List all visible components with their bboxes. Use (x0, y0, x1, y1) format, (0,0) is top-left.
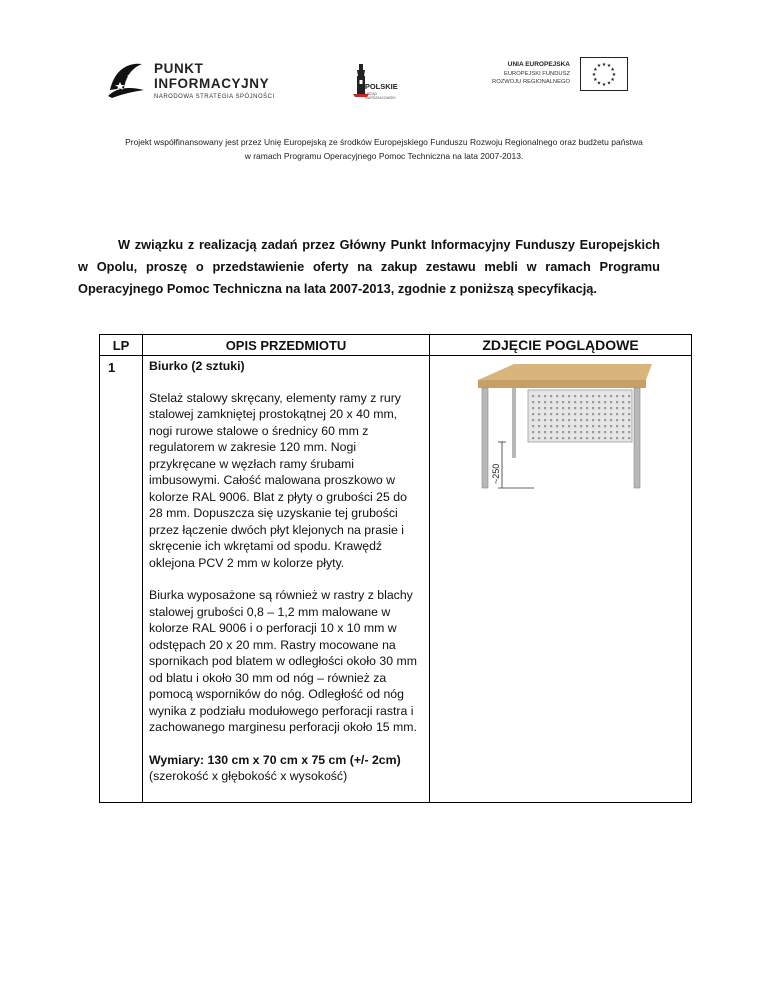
perforation-hole (622, 395, 624, 397)
perforation-hole (544, 401, 546, 403)
punkt-informacyjny-logo (104, 56, 294, 106)
header-lp: LP (100, 335, 143, 356)
perforation-hole (574, 395, 576, 397)
logo-punkt-line2: INFORMACYJNY (154, 76, 270, 91)
perforation-hole (562, 413, 564, 415)
perforation-hole (580, 413, 582, 415)
perforation-hole (556, 419, 558, 421)
perforation-hole (586, 431, 588, 433)
eu-star-icon: ★ (610, 76, 615, 83)
header-image: ZDJĘCIE POGLĄDOWE (430, 335, 692, 356)
item-title: Biurko (2 sztuki) (149, 359, 245, 373)
header-description: OPIS PRZEDMIOTU (143, 335, 430, 356)
perforation-hole (574, 437, 576, 439)
logo-punkt-line3: NARODOWA STRATEGIA SPÓJNOŚCI (154, 94, 275, 100)
perforation-hole (568, 431, 570, 433)
eu-star-icon: ★ (591, 71, 597, 78)
perforation-hole (538, 395, 540, 397)
perforation-hole (604, 437, 606, 439)
perforation-hole (580, 395, 582, 397)
perforation-hole (622, 437, 624, 439)
perforation-hole (598, 395, 600, 397)
perforation-hole (544, 425, 546, 427)
perforation-hole (550, 419, 552, 421)
perforation-hole (544, 395, 546, 397)
perforation-hole (538, 407, 540, 409)
perforation-hole (568, 395, 570, 397)
perforation-hole (580, 407, 582, 409)
perforation-hole (592, 431, 594, 433)
eu-star-icon: ★ (593, 66, 598, 73)
perforation-hole (538, 413, 540, 415)
desk-leg-front-right (634, 388, 640, 488)
perforation-hole (568, 413, 570, 415)
perforation-hole (604, 431, 606, 433)
perforation-hole (622, 413, 624, 415)
perforation-hole (616, 431, 618, 433)
perforation-hole (532, 395, 534, 397)
perforation-hole (598, 425, 600, 427)
perforation-hole (622, 425, 624, 427)
perforation-hole (532, 419, 534, 421)
perforation-hole (628, 407, 630, 409)
perforation-hole (544, 437, 546, 439)
desk-illustration (474, 362, 654, 492)
perforation-hole (556, 395, 558, 397)
perforation-hole (628, 401, 630, 403)
perforation-hole (616, 425, 618, 427)
perforation-hole (544, 419, 546, 421)
funding-note (60, 135, 708, 163)
perforation-hole (610, 431, 612, 433)
opolskie-logo (343, 62, 403, 102)
item-dimensions: Wymiary: 130 cm x 70 cm x 75 cm (+/- 2cm) (149, 752, 401, 767)
perforation-hole (616, 407, 618, 409)
perforation-hole (574, 425, 576, 427)
perforation-hole (598, 401, 600, 403)
perforation-hole (574, 431, 576, 433)
perforation-hole (616, 395, 618, 397)
eu-star-icon: ★ (606, 63, 612, 70)
perforation-hole (604, 395, 606, 397)
perforation-hole (628, 413, 630, 415)
perforation-hole (568, 425, 570, 427)
perforation-hole (616, 437, 618, 439)
perforation-hole (550, 431, 552, 433)
perforation-hole (592, 419, 594, 421)
desk-top-edge (478, 380, 646, 388)
eu-star-icon: ★ (606, 80, 612, 87)
perforation-hole (532, 413, 534, 415)
perforation-hole (592, 437, 594, 439)
perforation-hole (532, 401, 534, 403)
perforation-hole (538, 437, 540, 439)
perforation-hole (586, 395, 588, 397)
perforation-hole (592, 407, 594, 409)
perforation-hole (628, 437, 630, 439)
perforation-hole (586, 419, 588, 421)
perforation-hole (622, 419, 624, 421)
perforation-hole (580, 419, 582, 421)
perforation-hole (580, 425, 582, 427)
perforation-hole (610, 419, 612, 421)
perforation-hole (562, 431, 564, 433)
perforation-hole (610, 425, 612, 427)
perforation-hole (568, 407, 570, 409)
perforation-hole (628, 431, 630, 433)
desk-modesty-panel (528, 390, 632, 442)
perforation-hole (598, 437, 600, 439)
eu-star-icon: ★ (611, 71, 617, 78)
perforation-hole (610, 407, 612, 409)
perforation-hole (628, 425, 630, 427)
perforation-hole (586, 425, 588, 427)
perforation-hole (544, 413, 546, 415)
perforation-hole (628, 395, 630, 397)
perforation-hole (556, 437, 558, 439)
perforation-hole (610, 395, 612, 397)
perforation-hole (556, 425, 558, 427)
perforation-hole (598, 407, 600, 409)
logo-ue-line1: UNIA EUROPEJSKA (507, 61, 570, 68)
perforation-hole (562, 407, 564, 409)
perforation-hole (610, 437, 612, 439)
perforation-hole (622, 431, 624, 433)
perforation-hole (568, 419, 570, 421)
perforation-hole (604, 407, 606, 409)
perforation-hole (574, 419, 576, 421)
perforation-hole (616, 401, 618, 403)
perforation-hole (532, 431, 534, 433)
perforation-hole (550, 437, 552, 439)
row-image-cell (430, 356, 692, 803)
perforation-hole (544, 431, 546, 433)
perforation-hole (598, 413, 600, 415)
logo-ue-line3: ROZWOJU REGIONALNEGO (492, 79, 570, 85)
eu-star-icon: ★ (596, 80, 602, 87)
perforation-hole (532, 437, 534, 439)
perforation-hole (592, 425, 594, 427)
perforation-hole (622, 407, 624, 409)
table-row (100, 356, 692, 803)
eu-star-icon: ★ (596, 63, 602, 70)
perforation-hole (592, 395, 594, 397)
logo-opolskie-sub: URZĄD MARSZAŁKOWSKI (365, 92, 396, 100)
dimension-label: ~250 (491, 463, 501, 484)
perforation-hole (568, 401, 570, 403)
perforation-hole (604, 401, 606, 403)
logo-opolskie-name: OPOLSKIE (359, 82, 398, 91)
perforation-hole (628, 419, 630, 421)
perforation-hole (574, 401, 576, 403)
eu-star-icon: ★ (601, 61, 607, 68)
perforation-hole (532, 425, 534, 427)
perforation-hole (532, 407, 534, 409)
punkt-informacyjny-emblem-icon (104, 56, 148, 100)
perforation-hole (562, 395, 564, 397)
perforation-hole (550, 425, 552, 427)
perforation-hole (556, 407, 558, 409)
perforation-hole (586, 407, 588, 409)
funding-note-line1: Projekt współfinansowany jest przez Unię Europejską ze środków Europejskiego Funduszu Rozwoju Regionalnego oraz budżetu państwa (125, 137, 643, 147)
item-dimensions-note: (szerokość x głębokość x wysokość) (149, 769, 348, 783)
perforation-hole (562, 425, 564, 427)
perforation-hole (556, 401, 558, 403)
perforation-hole (568, 437, 570, 439)
specification-table (99, 334, 692, 803)
perforation-hole (610, 413, 612, 415)
perforation-hole (556, 413, 558, 415)
perforation-hole (580, 431, 582, 433)
perforation-hole (562, 437, 564, 439)
logo-ue-line2: EUROPEJSKI FUNDUSZ (503, 71, 570, 77)
eu-logo (478, 57, 628, 91)
eu-star-icon: ★ (593, 76, 598, 83)
perforation-hole (598, 419, 600, 421)
perforation-hole (580, 437, 582, 439)
perforation-hole (610, 401, 612, 403)
logo-punkt-line1: PUNKT (154, 61, 204, 76)
perforation-hole (592, 401, 594, 403)
perforation-hole (580, 401, 582, 403)
perforation-hole (538, 425, 540, 427)
perforation-hole (598, 431, 600, 433)
perforation-hole (538, 431, 540, 433)
perforation-hole (586, 413, 588, 415)
perforation-hole (586, 437, 588, 439)
perforation-hole (538, 401, 540, 403)
perforation-hole (622, 401, 624, 403)
item-paragraph-2: Biurka wyposażone są również w rastry z blachy stalowej grubości 0,8 – 1,2 mm malowane w kolorze RAL 9006 i o perforacji 10 x 10 mm w odstępach 20 x 20 mm. Rastry mocowane na spornikach pod blatem w odległości około 30 mm od blatu i około 30 mm od nóg – również za pomocą wsporników do nóg. Odległość od nóg wynika z podziału modułowego perforacji rastra i zachowanego marginesu perforacji około 15 mm. (149, 588, 417, 734)
item-paragraph-1: Stelaż stalowy skręcany, elementy ramy z rury stalowej zamkniętej prostokątnej 20 x 40 mm, nogi rurowe stalowe o średnicy 60 mm z regulatorem w zakresie 120 mm. Nogi przykręcane w węzłach ramy śrubami imbusowymi. Całość malowana proszkowo w kolorze RAL 9006. Blat z płyty o grubości 25 do 28 mm. Dopuszcza się uzyskanie tej grubości przez łączenie dwóch płyt klejonych na prasie i skręcenie ich wkrętami od spodu. Krawędź oklejona PCV 2 mm w kolorze płyty. (149, 390, 407, 570)
perforation-hole (544, 407, 546, 409)
desk-top-surface (478, 364, 652, 380)
intro-paragraph: W związku z realizacją zadań przez Główny Punkt Informacyjny Funduszy Europejskich w Opolu, proszę o przedstawienie oferty na zakup zestawu mebli w ramach Programu Operacyjnego Pomoc Techniczna na lata 2007-2013, zgodnie z poniższą specyfikacją. (78, 237, 660, 296)
row-description (143, 356, 430, 803)
desk-leg-front-left (482, 388, 488, 488)
perforation-hole (574, 407, 576, 409)
perforation-hole (538, 419, 540, 421)
perforation-hole (550, 413, 552, 415)
perforation-hole (556, 431, 558, 433)
perforation-hole (574, 413, 576, 415)
perforation-hole (550, 395, 552, 397)
perforation-hole (550, 407, 552, 409)
perforation-hole (604, 413, 606, 415)
row-lp: 1 (100, 356, 143, 803)
funding-note-line2: w ramach Programu Operacyjnego Pomoc Techniczna na lata 2007-2013. (244, 151, 524, 161)
perforation-hole (616, 419, 618, 421)
item-dimensions-block (149, 752, 423, 785)
table-header-row (100, 335, 692, 356)
perforation-hole (604, 419, 606, 421)
perforation-hole (616, 413, 618, 415)
eu-star-icon: ★ (601, 81, 607, 88)
perforation-hole (550, 401, 552, 403)
perforation-hole (586, 401, 588, 403)
perforation-hole (604, 425, 606, 427)
desk-leg-back-left (512, 388, 516, 458)
perforation-hole (592, 413, 594, 415)
eu-star-icon: ★ (610, 66, 615, 73)
perforation-hole (562, 419, 564, 421)
eu-flag-icon (580, 57, 628, 91)
perforation-hole (562, 401, 564, 403)
